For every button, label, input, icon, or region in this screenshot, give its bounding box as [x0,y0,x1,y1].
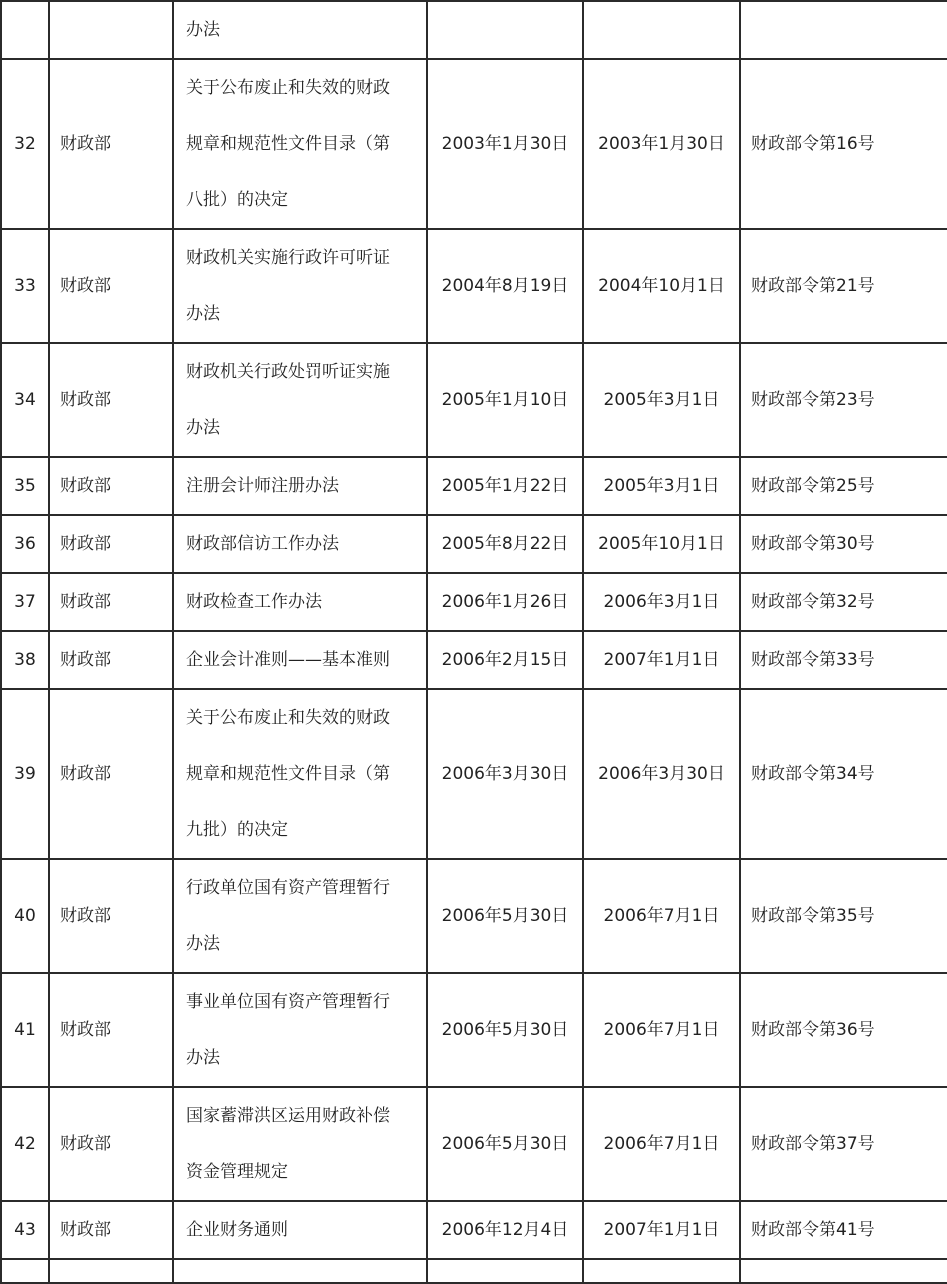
cell-department: 财政部 [49,343,173,457]
cell-department: 财政部 [49,973,173,1087]
cell-effective-date: 2005年3月1日 [583,343,740,457]
cell-title [173,859,427,973]
cell-issue-date: 2004年8月19日 [427,229,583,343]
cell-document-number: 财政部令第16号 [740,59,947,229]
cell-number: 38 [1,631,49,689]
cell-document-number: 财政部令第30号 [740,515,947,573]
title-line: 八批）的决定 [186,190,288,210]
title-line: 规章和规范性文件目录（第 [186,764,390,784]
title-line: 企业财务通则 [186,1220,288,1240]
cell-number: 40 [1,859,49,973]
cell-document-number: 财政部令第37号 [740,1087,947,1201]
cell-effective-date: 2007年1月1日 [583,1201,740,1259]
cell-number [1,1,49,59]
cell-number: 37 [1,573,49,631]
cell-issue-date: 2006年5月30日 [427,1087,583,1201]
title-line: 国家蓄滞洪区运用财政补偿 [186,1106,390,1126]
title-line: 资金管理规定 [186,1162,288,1182]
cell-issue-date: 2006年5月30日 [427,973,583,1087]
table-row [1,59,947,229]
table-row [1,1201,947,1259]
title-line: 注册会计师注册办法 [186,476,339,496]
cell-number: 41 [1,973,49,1087]
cell-number: 36 [1,515,49,573]
cell-effective-date: 2007年1月1日 [583,631,740,689]
title-line: 办法 [186,20,220,40]
cell-effective-date: 2006年3月1日 [583,573,740,631]
cell-effective-date: 2006年3月30日 [583,689,740,859]
cell-number: 33 [1,229,49,343]
cell-effective-date: 2005年10月1日 [583,515,740,573]
cell-document-number: 财政部令第34号 [740,689,947,859]
cell-number: 39 [1,689,49,859]
cell-effective-date [583,1,740,59]
table-row [1,1,947,59]
cell-number: 34 [1,343,49,457]
table-row [1,1259,947,1283]
title-line: 财政部信访工作办法 [186,534,339,554]
cell-issue-date: 2006年1月26日 [427,573,583,631]
table-row [1,515,947,573]
cell-department: 财政部 [49,1201,173,1259]
cell-issue-date [427,1,583,59]
cell-document-number: 财政部令第41号 [740,1201,947,1259]
table-row [1,859,947,973]
title-line: 财政检查工作办法 [186,592,322,612]
cell-department: 财政部 [49,229,173,343]
title-line: 办法 [186,1048,220,1068]
cell-issue-date: 2006年5月30日 [427,859,583,973]
table-row [1,343,947,457]
cell-effective-date [583,1259,740,1283]
cell-title [173,1259,427,1283]
title-line: 办法 [186,304,220,324]
cell-title [173,573,427,631]
cell-department: 财政部 [49,631,173,689]
cell-effective-date: 2006年7月1日 [583,859,740,973]
cell-title [173,689,427,859]
cell-department: 财政部 [49,1087,173,1201]
cell-document-number: 财政部令第36号 [740,973,947,1087]
cell-department: 财政部 [49,457,173,515]
cell-issue-date: 2006年2月15日 [427,631,583,689]
table-row [1,1087,947,1201]
title-line: 行政单位国有资产管理暂行 [186,878,390,898]
cell-department: 财政部 [49,689,173,859]
cell-number [1,1259,49,1283]
cell-department: 财政部 [49,59,173,229]
title-line: 企业会计准则——基本准则 [186,650,390,670]
cell-title [173,973,427,1087]
cell-document-number: 财政部令第25号 [740,457,947,515]
table-row [1,689,947,859]
cell-number: 43 [1,1201,49,1259]
cell-effective-date: 2006年7月1日 [583,1087,740,1201]
table-body [1,1,947,1283]
title-line: 关于公布废止和失效的财政 [186,708,390,728]
title-line: 财政机关实施行政许可听证 [186,248,390,268]
title-line: 关于公布废止和失效的财政 [186,78,390,98]
cell-document-number [740,1,947,59]
cell-title [173,1,427,59]
cell-effective-date: 2006年7月1日 [583,973,740,1087]
cell-department [49,1,173,59]
title-line: 办法 [186,418,220,438]
cell-issue-date: 2005年8月22日 [427,515,583,573]
cell-effective-date: 2003年1月30日 [583,59,740,229]
title-line: 规章和规范性文件目录（第 [186,134,390,154]
table-row [1,229,947,343]
title-line: 事业单位国有资产管理暂行 [186,992,390,1012]
cell-effective-date: 2005年3月1日 [583,457,740,515]
title-line: 财政机关行政处罚听证实施 [186,362,390,382]
cell-issue-date: 2006年12月4日 [427,1201,583,1259]
table-row [1,631,947,689]
cell-department [49,1259,173,1283]
cell-document-number: 财政部令第23号 [740,343,947,457]
cell-number: 32 [1,59,49,229]
cell-issue-date: 2005年1月22日 [427,457,583,515]
cell-department: 财政部 [49,573,173,631]
cell-document-number: 财政部令第33号 [740,631,947,689]
cell-issue-date: 2003年1月30日 [427,59,583,229]
cell-title [173,1087,427,1201]
cell-document-number: 财政部令第32号 [740,573,947,631]
cell-title [173,515,427,573]
cell-title [173,59,427,229]
cell-issue-date: 2005年1月10日 [427,343,583,457]
cell-issue-date [427,1259,583,1283]
table-row [1,973,947,1087]
cell-number: 42 [1,1087,49,1201]
table-row [1,457,947,515]
cell-title [173,343,427,457]
cell-number: 35 [1,457,49,515]
cell-effective-date: 2004年10月1日 [583,229,740,343]
cell-department: 财政部 [49,515,173,573]
cell-title [173,457,427,515]
cell-title [173,229,427,343]
table-row [1,573,947,631]
cell-title [173,631,427,689]
cell-document-number [740,1259,947,1283]
title-line: 办法 [186,934,220,954]
cell-title [173,1201,427,1259]
cell-document-number: 财政部令第21号 [740,229,947,343]
cell-issue-date: 2006年3月30日 [427,689,583,859]
cell-department: 财政部 [49,859,173,973]
cell-document-number: 财政部令第35号 [740,859,947,973]
title-line: 九批）的决定 [186,820,288,840]
